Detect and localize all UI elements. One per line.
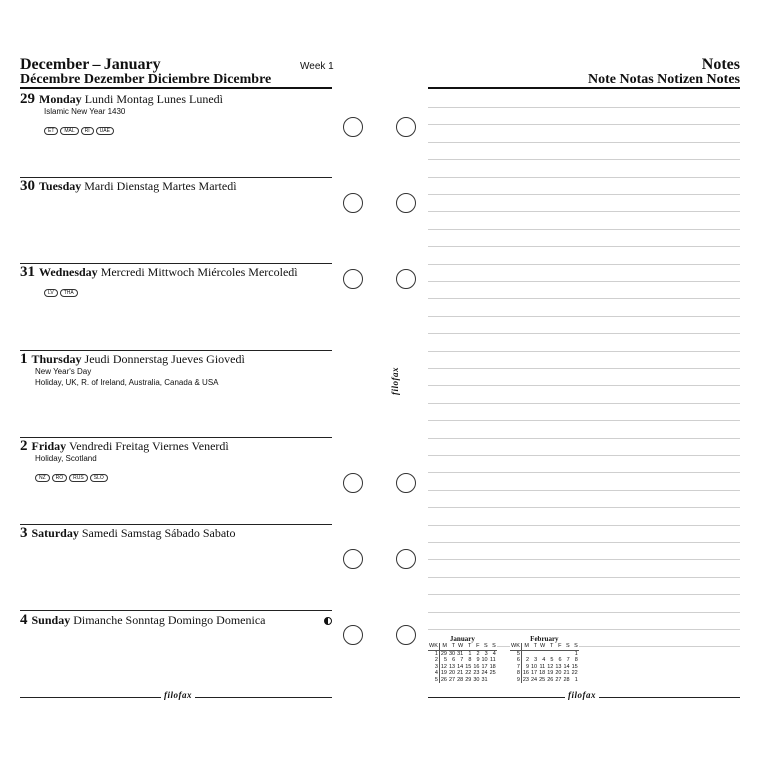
mini-calendar-day: [530, 650, 538, 657]
notes-line: [428, 438, 740, 439]
filofax-logo-right: filofax: [565, 690, 599, 700]
day-note: Holiday, UK, R. of Ireland, Australia, Canada & USA: [35, 378, 219, 387]
mini-calendar-day: 6: [558, 657, 562, 663]
mini-calendar-day: 16: [473, 663, 480, 670]
day-divider: [20, 610, 332, 611]
mini-calendar-day: 19: [440, 670, 447, 676]
day-name: Tuesday: [39, 179, 82, 193]
mini-calendar-day: 21: [563, 670, 570, 676]
day-number: 29: [20, 91, 35, 107]
mini-calendar-day: 13: [555, 663, 562, 670]
notes-line: [428, 525, 740, 526]
mini-calendar-day: 1: [468, 650, 472, 657]
mini-calendar-header: W: [540, 643, 546, 649]
day-name-intl: Lundi Montag Lunes Lunedì: [84, 92, 223, 106]
day-name: Wednesday: [39, 265, 98, 279]
mini-calendar-day: 18: [539, 670, 546, 676]
notes-line: [428, 559, 740, 560]
notes-line: [428, 194, 740, 195]
country-badge: RO: [52, 474, 68, 482]
country-badge: MAL: [60, 127, 78, 135]
mini-calendar-day: 11: [490, 657, 496, 663]
day-number: 3: [20, 525, 28, 541]
day-divider: [20, 524, 332, 525]
mini-calendar-header: T: [546, 643, 554, 650]
notes-line: [428, 472, 740, 473]
notes-title: Notes: [701, 56, 740, 73]
mini-calendar-header: F: [472, 643, 480, 650]
mini-calendar-header: M: [521, 643, 530, 650]
mini-calendar-day: 1: [574, 676, 578, 683]
day-name: Sunday: [31, 613, 71, 627]
mini-calendar-day: 28: [563, 676, 570, 683]
binder-hole: [343, 269, 363, 289]
mini-calendar-day: [521, 650, 530, 657]
mini-calendar-day: 10: [481, 657, 488, 663]
day-name: Friday: [31, 439, 67, 453]
day-number: 1: [20, 351, 28, 367]
mini-calendar-week: 8: [510, 670, 521, 677]
mini-calendar-day: 2: [476, 650, 480, 657]
mini-calendar-day: 11: [539, 663, 546, 670]
mini-calendar-week: 6: [510, 657, 521, 664]
notes-line: [428, 368, 740, 369]
mini-calendar-day: [554, 650, 562, 657]
notes-line: [428, 281, 740, 282]
notes-line: [428, 142, 740, 143]
day-block-wednesday: [20, 265, 332, 299]
notes-line: [428, 159, 740, 160]
mini-calendar-header: S: [489, 643, 497, 650]
notes-subtitle: Note Notas Notizen Notes: [587, 72, 740, 87]
mini-calendar-day: 26: [440, 676, 447, 683]
country-badge: NZ: [35, 474, 50, 482]
mini-calendar-month: February: [530, 635, 559, 643]
day-number: 30: [20, 178, 35, 194]
mini-calendar-day: 24: [531, 676, 538, 683]
mini-calendar-week: 2: [428, 657, 439, 664]
mini-calendar-header: S: [571, 643, 579, 650]
mini-calendar-day: 2: [525, 657, 529, 663]
mini-calendar-day: 29: [440, 650, 447, 657]
mini-calendar-day: 3: [484, 650, 488, 657]
mini-calendar-grid: [510, 643, 579, 683]
mini-calendar-day: 25: [539, 676, 546, 683]
notes-line: [428, 455, 740, 456]
mini-calendar-day: 13: [449, 663, 456, 670]
notes-line: [428, 420, 740, 421]
day-divider: [20, 263, 332, 264]
mini-calendar-day: 7: [460, 657, 464, 663]
country-badge: UAE: [96, 127, 114, 135]
binder-hole: [396, 117, 416, 137]
mini-calendar-week: 4: [428, 670, 439, 677]
mini-calendar-day: 5: [443, 657, 447, 663]
mini-calendar-january: [428, 635, 497, 683]
page-subtitle: Décembre Dezember Diciembre Dicembre: [20, 72, 272, 87]
notes-line: [428, 490, 740, 491]
day-block-monday: [20, 92, 332, 137]
notes-line: [428, 107, 740, 108]
mini-calendar-day: 9: [476, 657, 480, 663]
mini-calendar-header: WK: [429, 643, 438, 649]
day-block-saturday: [20, 526, 332, 540]
week-label: Week 1: [300, 61, 334, 72]
day-note: Islamic New Year 1430: [44, 107, 126, 116]
mini-calendar-day: 16: [522, 670, 529, 676]
day-name-intl: Samedi Samstag Sábado Sabato: [81, 526, 236, 540]
mini-calendar-day: 22: [465, 670, 472, 676]
binder-hole: [396, 269, 416, 289]
mini-calendar-day: 14: [457, 663, 464, 670]
day-block-tuesday: [20, 179, 332, 193]
notes-line: [428, 246, 740, 247]
country-badges: [44, 119, 332, 137]
mini-calendar-day: 8: [468, 657, 472, 663]
day-block-sunday: [20, 613, 332, 627]
day-name: Thursday: [31, 352, 82, 366]
mini-calendar-day: 6: [452, 657, 456, 663]
mini-calendar-week: 5: [510, 650, 521, 657]
day-number: 4: [20, 612, 28, 628]
binder-hole: [396, 473, 416, 493]
mini-calendar-day: 25: [489, 670, 496, 676]
mini-calendar-header: T: [464, 643, 472, 650]
country-badge: THA: [60, 289, 78, 297]
mini-calendar-header: T: [530, 643, 538, 650]
mini-calendar-day: 4: [542, 657, 546, 663]
binder-hole: [343, 549, 363, 569]
mini-calendar-day: 18: [489, 663, 496, 670]
mini-calendar-month: January: [449, 635, 475, 643]
mini-calendar-february: [510, 635, 579, 683]
mini-calendar-day: 22: [571, 670, 578, 676]
notes-line: [428, 351, 740, 352]
notes-line: [428, 229, 740, 230]
filofax-logo-vertical: filofax: [390, 367, 400, 395]
mini-calendar-week: 3: [428, 664, 439, 671]
mini-calendar-day: 30: [473, 676, 480, 683]
binder-hole: [396, 625, 416, 645]
notes-line: [428, 211, 740, 212]
mini-calendar-grid: [428, 643, 497, 683]
day-name-intl: Jeudi Donnerstag Jueves Giovedì: [84, 352, 245, 366]
binder-hole: [396, 549, 416, 569]
title-rule-right: [428, 87, 740, 89]
notes-line: [428, 333, 740, 334]
mini-calendar-day: 20: [449, 670, 456, 676]
mini-calendar-day: 1: [574, 650, 578, 657]
mini-calendar-header: W: [458, 643, 464, 649]
mini-calendar-day: 27: [555, 676, 562, 683]
mini-calendar-day: 29: [465, 676, 472, 683]
day-number: 2: [20, 438, 28, 454]
mini-calendar-day: 26: [547, 676, 554, 683]
mini-calendar-day: 17: [531, 670, 538, 676]
notes-line: [428, 177, 740, 178]
binder-hole: [396, 193, 416, 213]
notes-line: [428, 612, 740, 613]
mini-calendar-day: 31: [457, 650, 464, 657]
day-divider: [20, 350, 332, 351]
day-block-thursday: [20, 352, 332, 388]
day-name-intl: Mardi Dienstag Martes Martedì: [84, 179, 237, 193]
day-note: New Year's Day: [35, 367, 92, 376]
mini-calendar-day: 20: [555, 670, 562, 676]
title-rule-left: [20, 87, 332, 89]
day-number: 31: [20, 264, 35, 280]
mini-calendar-header: S: [563, 643, 571, 650]
mini-calendar-day: 8: [574, 657, 578, 663]
binder-hole: [343, 625, 363, 645]
day-name: Saturday: [31, 526, 79, 540]
notes-line: [428, 507, 740, 508]
mini-calendar-day: 14: [563, 663, 570, 670]
mini-calendar-day: 27: [449, 676, 456, 683]
mini-calendar-day: 15: [571, 663, 578, 670]
day-name: Monday: [39, 92, 82, 106]
mini-calendar-day: 12: [547, 663, 554, 670]
mini-calendar-day: 31: [481, 676, 488, 683]
mini-calendar-header: WK: [511, 643, 520, 649]
mini-calendar-day: 23: [473, 670, 480, 676]
notes-line: [428, 542, 740, 543]
day-name-intl: Mercredi Mittwoch Miércoles Mercoledì: [100, 265, 298, 279]
country-badge: SLO: [90, 474, 108, 482]
country-badge: LV: [44, 289, 58, 297]
mini-calendar-day: 4: [492, 650, 496, 657]
notes-line: [428, 124, 740, 125]
notes-line: [428, 298, 740, 299]
notes-line: [428, 577, 740, 578]
country-badge: RI: [81, 127, 94, 135]
mini-calendar-day: [489, 677, 497, 684]
notes-line: [428, 264, 740, 265]
mini-calendar-day: 21: [457, 670, 464, 676]
mini-calendar-day: 19: [547, 670, 554, 676]
binder-hole: [343, 473, 363, 493]
mini-calendar-day: [563, 650, 571, 657]
day-block-friday: [20, 439, 332, 484]
day-note: Holiday, Scotland: [35, 454, 97, 463]
binder-hole: [343, 193, 363, 213]
mini-calendar-day: 10: [531, 663, 538, 670]
mini-calendar-week: 9: [510, 677, 521, 684]
notes-line: [428, 629, 740, 630]
country-badges: [44, 281, 332, 299]
mini-calendar-day: 5: [550, 657, 554, 663]
binder-hole: [343, 117, 363, 137]
notes-line: [428, 316, 740, 317]
mini-calendar-day: 7: [566, 657, 570, 663]
day-divider: [20, 437, 332, 438]
country-badge: RUS: [69, 474, 88, 482]
filofax-logo-left: filofax: [161, 690, 195, 700]
mini-calendar-day: 12: [440, 663, 447, 670]
mini-calendar-header: F: [554, 643, 562, 650]
mini-calendar-week: 1: [428, 650, 439, 657]
day-divider: [20, 177, 332, 178]
mini-calendar-day: 30: [449, 650, 456, 657]
country-badges: [35, 466, 332, 484]
mini-calendar-day: 3: [534, 657, 538, 663]
country-badge: ET: [44, 127, 58, 135]
mini-calendar-day: 23: [522, 676, 529, 683]
day-name-intl: Dimanche Sonntag Domingo Domenica: [73, 613, 266, 627]
mini-calendar-day: 17: [481, 663, 488, 670]
mini-calendar-week: 5: [428, 677, 439, 684]
mini-calendar-day: 24: [481, 670, 488, 676]
mini-calendar-header: S: [481, 643, 489, 650]
notes-line: [428, 594, 740, 595]
moon-phase-icon: [324, 617, 332, 625]
mini-calendar-week: 7: [510, 664, 521, 671]
mini-calendar-day: [546, 650, 554, 657]
notes-line: [428, 403, 740, 404]
page-title: December – January: [20, 56, 161, 73]
mini-calendar-day: [538, 650, 546, 657]
mini-calendar-day: 28: [457, 676, 464, 683]
mini-calendar-header: M: [439, 643, 448, 650]
notes-line: [428, 385, 740, 386]
mini-calendar-header: T: [448, 643, 456, 650]
mini-calendar-day: 9: [525, 663, 529, 670]
day-name-intl: Vendredi Freitag Viernes Venerdì: [68, 439, 229, 453]
mini-calendar-day: 15: [465, 663, 472, 670]
